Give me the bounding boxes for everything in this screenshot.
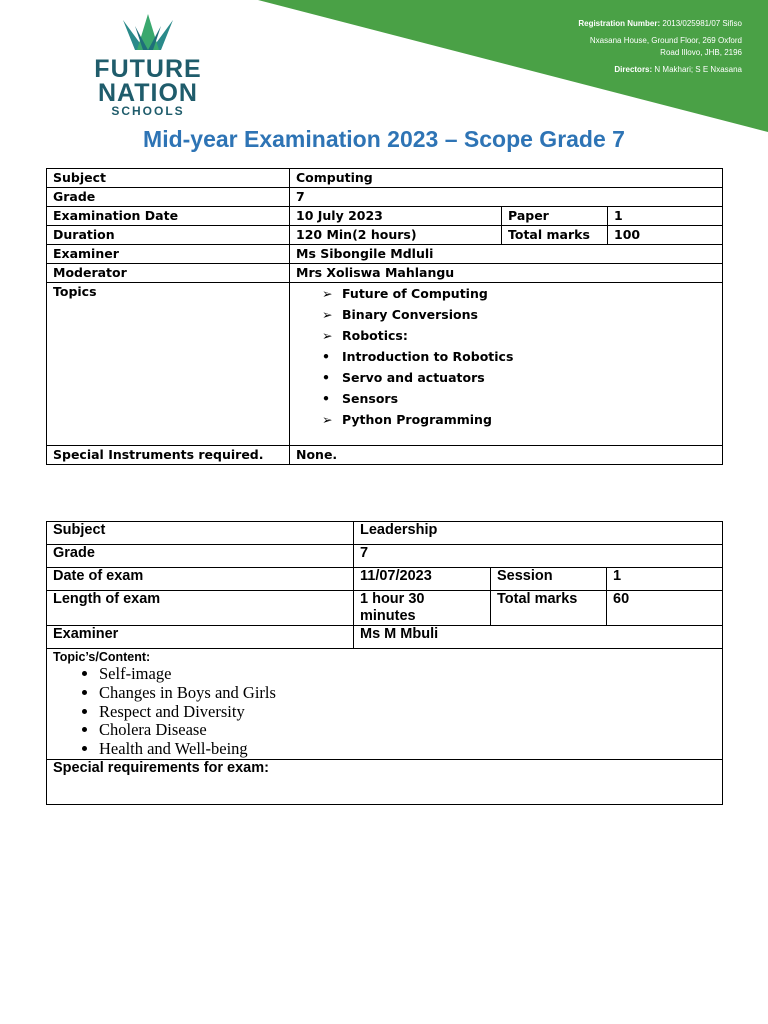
topic-text: Binary Conversions	[342, 307, 478, 322]
list-item: • Respect and Diversity	[99, 703, 716, 722]
list-item	[322, 346, 716, 367]
duration-value: 120 Min(2 hours)	[290, 226, 502, 245]
duration-label: Duration	[47, 226, 290, 245]
table-row	[47, 522, 723, 545]
examiner-label: Examiner	[47, 245, 290, 264]
list-marker: •	[322, 391, 330, 406]
table-row	[47, 568, 723, 591]
subject-label: Subject	[47, 522, 354, 545]
list-item: • Health and Well-being	[99, 740, 716, 759]
list-marker: ➢	[322, 307, 333, 322]
grade-value: 7	[354, 545, 723, 568]
exam-date-value: 10 July 2023	[290, 207, 502, 226]
table-row	[47, 207, 723, 226]
topic-text: Python Programming	[342, 412, 492, 427]
session-label: Session	[491, 568, 607, 591]
total-marks-value: 100	[608, 226, 723, 245]
table-row	[47, 283, 723, 446]
grade-label: Grade	[47, 188, 290, 207]
logo-word-nation: NATION	[98, 79, 198, 107]
table-row	[47, 591, 723, 626]
topic-text: Introduction to Robotics	[342, 349, 514, 364]
list-marker: ➢	[322, 328, 333, 343]
topics-list	[296, 283, 716, 430]
requirements-cell	[47, 760, 723, 805]
instruments-value: None.	[290, 446, 723, 465]
subject-value: Computing	[290, 169, 723, 188]
list-marker: •	[322, 370, 330, 385]
list-item	[322, 304, 716, 325]
page-title: Mid-year Examination 2023 – Scope Grade 7	[143, 126, 625, 152]
list-marker: •	[322, 349, 330, 364]
paper-value: 1	[608, 207, 723, 226]
subject-label: Subject	[47, 169, 290, 188]
table-row	[47, 626, 723, 649]
subject-value: Leadership	[354, 522, 723, 545]
table-row	[47, 245, 723, 264]
logo-word-future: FUTURE	[94, 55, 202, 83]
table-row	[47, 649, 723, 760]
list-item	[322, 367, 716, 388]
content-cell	[47, 649, 723, 760]
instruments-label: Special Instruments required.	[47, 446, 290, 465]
topic-text: Sensors	[342, 391, 399, 406]
logo-word-schools: SCHOOLS	[111, 104, 185, 118]
topics-cell	[290, 283, 723, 446]
examiner-value: Ms Sibongile Mdluli	[290, 245, 723, 264]
directors-names: N Makhari; S E Nxasana	[654, 65, 742, 74]
topics-label: Topics	[47, 283, 290, 446]
length-value: 1 hour 30 minutes	[354, 591, 491, 626]
exam-date-label: Examination Date	[47, 207, 290, 226]
table-row	[47, 264, 723, 283]
length-label: Length of exam	[47, 591, 354, 626]
topic-text: Servo and actuators	[342, 370, 485, 385]
examiner-value: Ms M Mbuli	[354, 626, 723, 649]
list-item: • Cholera Disease	[99, 721, 716, 740]
exam-date-label: Date of exam	[47, 568, 354, 591]
examiner-label: Examiner	[47, 626, 354, 649]
requirements-label: Special requirements for exam:	[53, 760, 269, 776]
list-item	[322, 388, 716, 409]
address-line-1: Nxasana House, Ground Floor, 269 Oxford	[589, 36, 742, 45]
leadership-scope-table	[46, 521, 723, 805]
table-row	[47, 760, 723, 805]
exam-date-value: 11/07/2023	[354, 568, 491, 591]
moderator-label: Moderator	[47, 264, 290, 283]
total-marks-label: Total marks	[491, 591, 607, 626]
topic-text: Robotics:	[342, 328, 408, 343]
table-row	[47, 446, 723, 465]
topic-text: Future of Computing	[342, 286, 488, 301]
registration-number: 2013/025981/07 Sifiso	[662, 19, 742, 28]
table-row	[47, 188, 723, 207]
grade-label: Grade	[47, 545, 354, 568]
list-item	[322, 283, 716, 304]
table-row	[47, 169, 723, 188]
list-marker: ➢	[322, 412, 333, 427]
registration-label: Registration Number:	[578, 19, 661, 28]
list-marker: ➢	[322, 286, 333, 301]
grade-value: 7	[290, 188, 723, 207]
content-list	[53, 665, 716, 759]
table-row	[47, 226, 723, 245]
table-row	[47, 545, 723, 568]
computing-scope-table	[46, 168, 723, 465]
school-logo	[92, 14, 204, 118]
content-label: Topic’s/Content:	[53, 650, 151, 664]
paper-label: Paper	[502, 207, 608, 226]
total-marks-label: Total marks	[502, 226, 608, 245]
list-item: • Changes in Boys and Girls	[99, 684, 716, 703]
list-item	[322, 409, 716, 430]
session-value: 1	[607, 568, 723, 591]
address-line-2: Road Illovo, JHB, 2196	[660, 48, 742, 57]
crown-icon	[123, 14, 173, 52]
total-marks-value: 60	[607, 591, 723, 626]
list-item	[322, 325, 716, 346]
moderator-value: Mrs Xoliswa Mahlangu	[290, 264, 723, 283]
list-item: • Self-image	[99, 665, 716, 684]
registration-info	[578, 18, 742, 76]
directors-label: Directors:	[614, 65, 653, 74]
